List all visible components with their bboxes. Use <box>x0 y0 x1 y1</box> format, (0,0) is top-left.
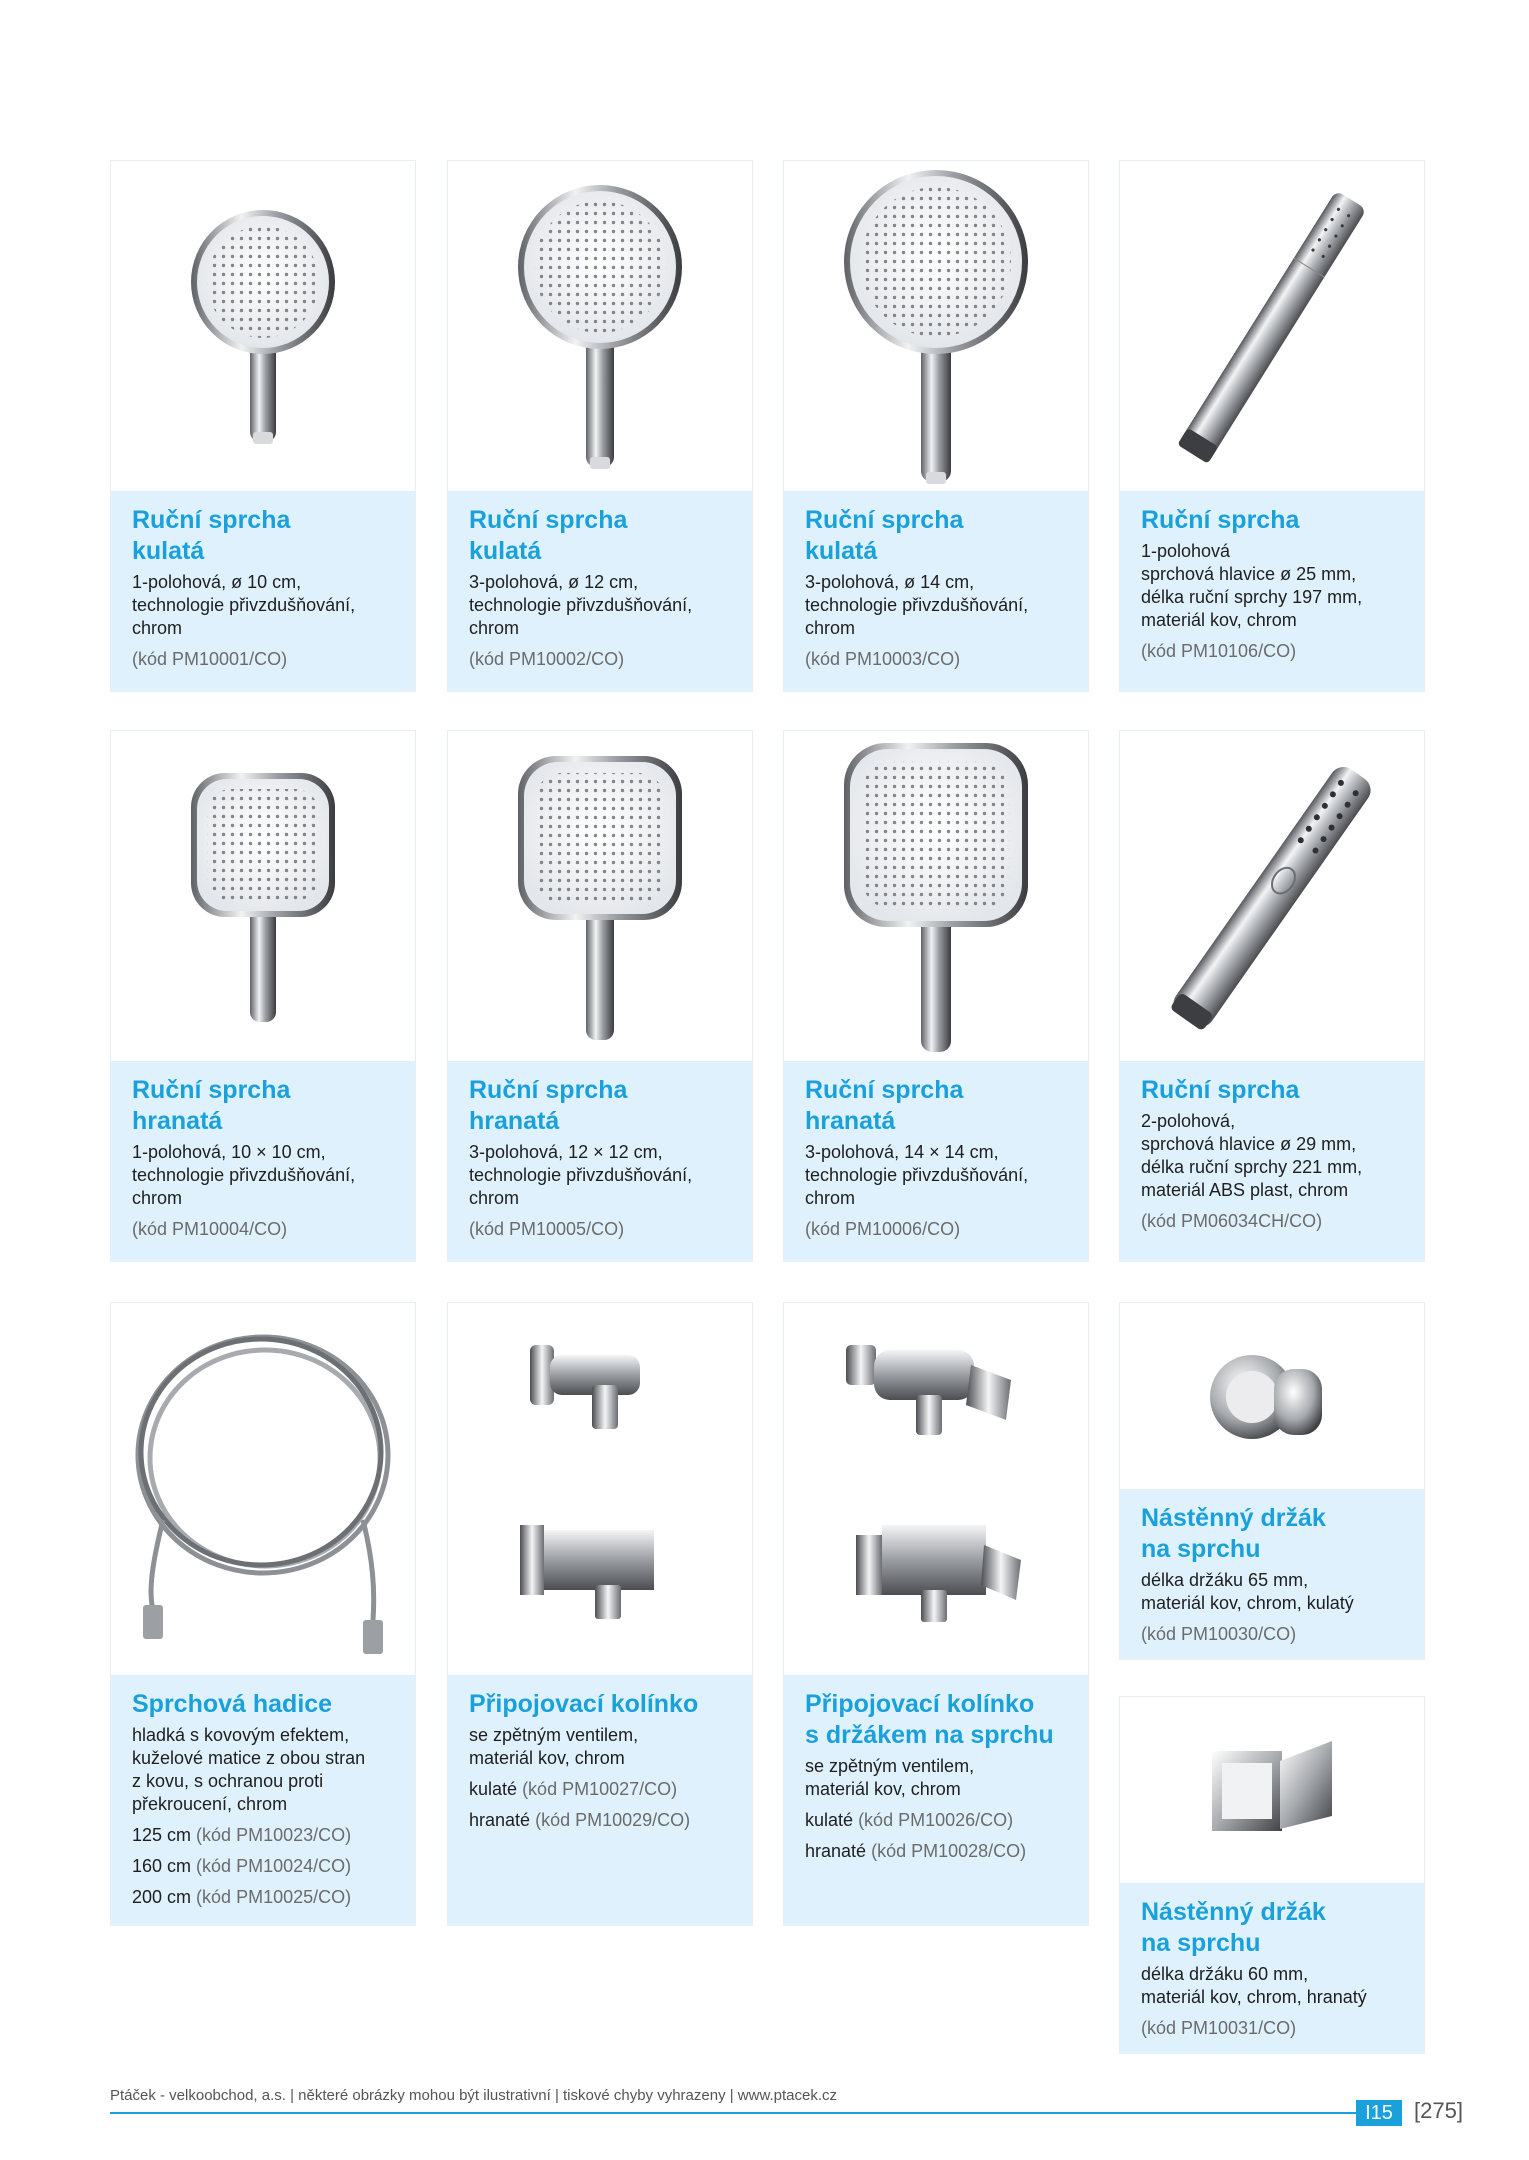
product-description: 3-polohová, ø 12 cm, technologie přivzdušňování, chrom <box>469 572 693 638</box>
round-hand-shower-small-icon <box>111 161 415 493</box>
wall-elbow-holder-icon <box>784 1303 1088 1677</box>
product-title: Nástěnný držák na sprchu <box>1141 1504 1326 1563</box>
product-title: Ruční sprcha hranatá <box>805 1076 964 1135</box>
round-wall-holder-icon <box>1120 1303 1424 1491</box>
product-title: Ruční sprcha hranatá <box>132 1076 291 1135</box>
product-info <box>1120 1061 1424 1261</box>
product-title: Sprchová hadice <box>132 1690 333 1718</box>
product-card <box>1119 160 1425 692</box>
product-info <box>448 1061 752 1261</box>
product-info <box>1120 1883 1424 2053</box>
stick-hand-shower-2-icon <box>1120 731 1424 1063</box>
product-description: se zpětným ventilem, materiál kov, chrom <box>805 1756 975 1799</box>
product-description: 3-polohová, 14 × 14 cm, technologie přivzdušňování, chrom <box>805 1142 1029 1208</box>
product-card <box>783 1302 1089 1926</box>
product-title: Ruční sprcha <box>1141 506 1300 534</box>
product-description: hladká s kovovým efektem, kuželové matice z obou stran z kovu, s ochranou proti překroucení, chrom <box>132 1725 366 1814</box>
product-info <box>1120 1489 1424 1659</box>
round-hand-shower-large-icon <box>784 161 1088 493</box>
product-info <box>111 491 415 691</box>
product-info <box>784 1061 1088 1261</box>
product-card <box>783 730 1089 1262</box>
footer-text: Ptáček - velkoobchod, a.s. | některé obrázky mohou být ilustrativní | tiskové chyby vyhrazeny | www.ptacek.cz <box>110 2087 838 2104</box>
product-card <box>1119 1302 1425 1660</box>
product-info <box>111 1061 415 1261</box>
product-title: Připojovací kolínko <box>469 1690 699 1718</box>
product-title: Ruční sprcha hranatá <box>469 1076 628 1135</box>
product-code: (kód PM10106/CO) <box>1141 641 1297 661</box>
variant-line: kulaté (kód PM10026/CO) <box>805 1810 1014 1830</box>
product-code: (kód PM10004/CO) <box>132 1219 288 1239</box>
product-description: délka držáku 60 mm, materiál kov, chrom, hranatý <box>1141 1964 1367 2007</box>
square-hand-shower-medium-icon <box>448 731 752 1063</box>
variant-line: 160 cm (kód PM10024/CO) <box>132 1856 352 1876</box>
product-title: Ruční sprcha kulatá <box>805 506 964 565</box>
product-description: 2-polohová, sprchová hlavice ø 29 mm, délka ruční sprchy 221 mm, materiál ABS plast, chrom <box>1141 1111 1363 1200</box>
wall-elbow-icon <box>448 1303 752 1677</box>
product-info <box>111 1675 415 1925</box>
square-hand-shower-small-icon <box>111 731 415 1063</box>
variant-line: hranaté (kód PM10028/CO) <box>805 1841 1027 1861</box>
product-card <box>1119 730 1425 1262</box>
variant-line: kulaté (kód PM10027/CO) <box>469 1779 678 1799</box>
product-info <box>784 1675 1088 1925</box>
product-title: Ruční sprcha <box>1141 1076 1300 1104</box>
product-description: 3-polohová, 12 × 12 cm, technologie přivzdušňování, chrom <box>469 1142 693 1208</box>
product-card <box>110 160 416 692</box>
product-code: (kód PM10003/CO) <box>805 649 961 669</box>
product-code: (kód PM10006/CO) <box>805 1219 961 1239</box>
footer-divider <box>110 2112 1356 2114</box>
variant-line: 125 cm (kód PM10023/CO) <box>132 1825 352 1845</box>
page-reference: [275] <box>1414 2098 1463 2123</box>
product-title: Ruční sprcha kulatá <box>132 506 291 565</box>
variant-line: hranaté (kód PM10029/CO) <box>469 1810 691 1830</box>
product-card <box>110 730 416 1262</box>
product-description: 1-polohová sprchová hlavice ø 25 mm, délka ruční sprchy 197 mm, materiál kov, chrom <box>1141 541 1363 630</box>
product-title: Nástěnný držák na sprchu <box>1141 1898 1326 1957</box>
product-info <box>1120 491 1424 691</box>
product-info <box>784 491 1088 691</box>
product-code: (kód PM10005/CO) <box>469 1219 625 1239</box>
product-code: (kód PM10002/CO) <box>469 649 625 669</box>
product-card <box>447 1302 753 1926</box>
page-number-badge: I15 <box>1356 2100 1402 2126</box>
product-code: (kód PM06034CH/CO) <box>1141 1211 1323 1231</box>
product-description: 3-polohová, ø 14 cm, technologie přivzdušňování, chrom <box>805 572 1029 638</box>
shower-hose-icon <box>111 1303 415 1677</box>
product-card <box>783 160 1089 692</box>
product-info <box>448 491 752 691</box>
product-card <box>447 160 753 692</box>
product-description: 1-polohová, 10 × 10 cm, technologie přivzdušňování, chrom <box>132 1142 356 1208</box>
product-code: (kód PM10030/CO) <box>1141 1624 1297 1644</box>
round-hand-shower-medium-icon <box>448 161 752 493</box>
product-description: 1-polohová, ø 10 cm, technologie přivzdušňování, chrom <box>132 572 356 638</box>
product-title: Připojovací kolínko s držákem na sprchu <box>805 1690 1054 1749</box>
square-hand-shower-large-icon <box>784 731 1088 1063</box>
variant-line: 200 cm (kód PM10025/CO) <box>132 1887 352 1907</box>
product-card <box>110 1302 416 1926</box>
product-description: se zpětným ventilem, materiál kov, chrom <box>469 1725 639 1768</box>
square-wall-holder-icon <box>1120 1697 1424 1885</box>
stick-hand-shower-icon <box>1120 161 1424 493</box>
product-card <box>1119 1696 1425 2054</box>
product-info <box>448 1675 752 1925</box>
product-title: Ruční sprcha kulatá <box>469 506 628 565</box>
product-code: (kód PM10001/CO) <box>132 649 288 669</box>
product-code: (kód PM10031/CO) <box>1141 2018 1297 2038</box>
product-description: délka držáku 65 mm, materiál kov, chrom, kulatý <box>1141 1570 1354 1613</box>
product-card <box>447 730 753 1262</box>
